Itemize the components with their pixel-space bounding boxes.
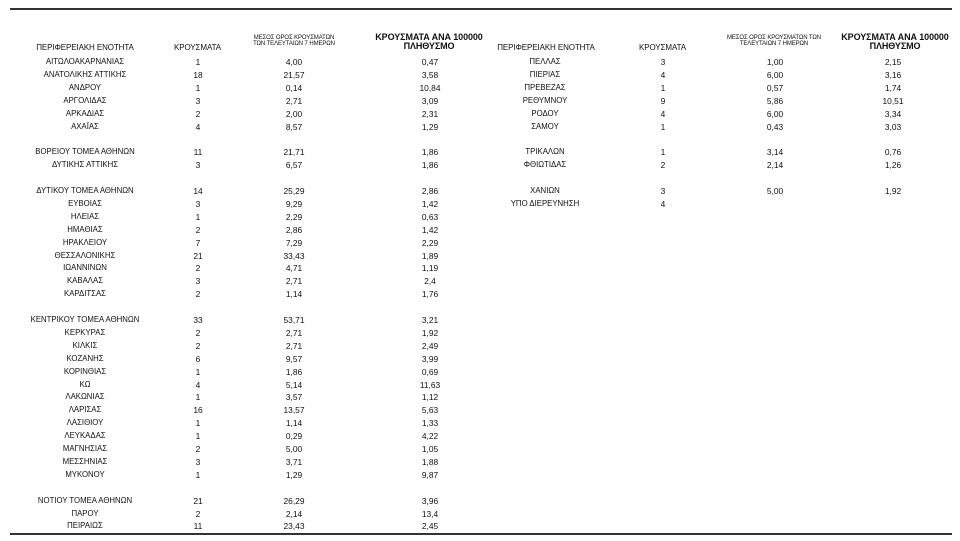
avg7-cell: 8,57 [285, 121, 303, 132]
region-cell: ΒΟΡΕΙΟΥ ΤΟΜΕΑ ΑΘΗΝΩΝ [35, 147, 135, 157]
cases-cell: 7 [195, 237, 201, 248]
avg7-cell: 26,29 [283, 495, 305, 506]
avg7-cell: 0,57 [766, 82, 784, 93]
left-header-cases: ΚΡΟΥΣΜΑΤΑ [173, 43, 222, 52]
per100k-cell: 11,63 [419, 379, 441, 390]
per100k-cell: 2,45 [421, 521, 439, 532]
region-cell: ΛΑΣΙΘΙΟΥ [66, 418, 104, 428]
per100k-cell: 3,96 [421, 495, 439, 506]
region-cell: ΝΟΤΙΟΥ ΤΟΜΕΑ ΑΘΗΝΩΝ [37, 495, 133, 505]
cases-cell: 3 [195, 276, 201, 287]
per100k-cell: 2,4 [424, 276, 436, 287]
avg7-cell: 3,14 [766, 147, 784, 158]
right-header-cases: ΚΡΟΥΣΜΑΤΑ [638, 43, 687, 52]
region-cell: ΜΕΣΣΗΝΙΑΣ [62, 456, 108, 466]
per100k-cell: 1,88 [421, 456, 439, 467]
avg7-cell: 2,14 [766, 160, 784, 171]
per100k-cell: 3,58 [421, 69, 439, 80]
per100k-cell: 1,33 [421, 418, 439, 429]
left-header-per100k: ΚΡΟΥΣΜΑΤΑ ΑΝΑ 100000 ΠΛΗΘΥΣΜΟ [375, 32, 483, 52]
avg7-cell: 7,29 [285, 237, 303, 248]
per100k-cell: 1,92 [884, 186, 902, 196]
avg7-cell [735, 133, 815, 145]
region-cell: ΑΝΔΡΟΥ [68, 82, 102, 92]
per100k-cell: 4,22 [421, 431, 439, 442]
avg7-cell: 5,86 [766, 95, 784, 106]
cases-cell: 33 [193, 315, 203, 325]
avg7-cell [254, 301, 334, 313]
per100k-cell: 2,86 [421, 186, 439, 196]
avg7-cell: 6,57 [285, 160, 303, 171]
cases-cell: 6 [195, 353, 201, 364]
cases-cell: 1 [660, 147, 666, 158]
top-rule [10, 8, 952, 10]
per100k-cell: 3,34 [884, 108, 902, 119]
cases-cell [635, 133, 691, 145]
avg7-cell: 53,71 [283, 315, 305, 325]
cases-cell: 2 [195, 444, 201, 454]
region-cell: ΚΟΖΑΝΗΣ [66, 353, 104, 363]
avg7-cell: 1,00 [766, 57, 784, 67]
region-cell: ΑΝΑΤΟΛΙΚΗΣ ΑΤΤΙΚΗΣ [43, 69, 127, 79]
region-cell: ΜΥΚΟΝΟΥ [65, 469, 105, 479]
per100k-cell [855, 198, 931, 210]
per100k-cell: 1,92 [421, 327, 439, 338]
cases-cell: 18 [193, 69, 203, 80]
cases-cell: 4 [660, 69, 666, 80]
cases-cell: 3 [195, 456, 201, 467]
per100k-cell: 1,05 [421, 444, 439, 454]
cases-cell: 3 [195, 160, 201, 171]
avg7-cell [254, 133, 334, 145]
per100k-cell [392, 133, 468, 145]
per100k-cell: 1,42 [421, 198, 439, 209]
avg7-cell: 3,57 [285, 392, 303, 403]
avg7-cell: 5,00 [285, 444, 303, 454]
per100k-cell: 10,84 [419, 82, 441, 93]
avg7-cell: 2,00 [285, 108, 303, 119]
avg7-cell: 23,43 [283, 521, 305, 532]
cases-cell: 1 [195, 469, 201, 480]
avg7-cell: 0,29 [285, 431, 303, 442]
region-cell: ΔΥΤΙΚΟΥ ΤΟΜΕΑ ΑΘΗΝΩΝ [36, 186, 134, 195]
cases-cell: 3 [195, 198, 201, 209]
cases-cell: 2 [195, 508, 201, 519]
cases-cell: 3 [660, 57, 666, 67]
cases-cell [170, 172, 226, 184]
cases-cell: 2 [195, 108, 201, 119]
per100k-cell [855, 133, 931, 145]
region-cell [10, 482, 160, 494]
cases-cell: 1 [195, 418, 201, 429]
avg7-cell: 2,71 [285, 340, 303, 351]
cases-cell: 11 [193, 521, 203, 532]
region-cell [10, 172, 160, 184]
per100k-cell: 1,74 [884, 82, 902, 93]
avg7-cell [735, 172, 815, 184]
region-cell: ΚΩ [79, 379, 91, 389]
region-cell: ΠΕΛΛΑΣ [529, 57, 561, 66]
right-header-per100k: ΚΡΟΥΣΜΑΤΑ ΑΝΑ 100000 ΠΛΗΘΥΣΜΟ [841, 32, 949, 52]
left-header-region: ΠΕΡΙΦΕΡΕΙΑΚΗ ΕΝΟΤΗΤΑ [36, 43, 134, 52]
cases-cell [170, 301, 226, 313]
avg7-cell: 0,43 [766, 121, 784, 132]
region-cell [470, 133, 620, 145]
cases-cell: 14 [193, 186, 203, 196]
per100k-cell [855, 172, 931, 184]
region-cell: ΡΟΔΟΥ [531, 108, 559, 118]
per100k-cell: 1,89 [421, 250, 439, 261]
region-cell: ΚΕΝΤΡΙΚΟΥ ΤΟΜΕΑ ΑΘΗΝΩΝ [30, 315, 140, 324]
region-cell: ΣΑΜΟΥ [531, 121, 559, 131]
cases-cell [635, 172, 691, 184]
per100k-cell: 3,21 [421, 315, 439, 325]
cases-cell: 1 [195, 431, 201, 442]
avg7-cell: 0,14 [285, 82, 303, 93]
region-cell: ΑΧΑΪΑΣ [71, 121, 99, 131]
region-cell: ΛΕΥΚΑΔΑΣ [64, 431, 106, 441]
per100k-cell [392, 482, 468, 494]
region-cell: ΚΙΛΚΙΣ [72, 340, 98, 350]
region-cell: ΛΑΡΙΣΑΣ [68, 405, 102, 415]
region-cell [470, 172, 620, 184]
avg7-cell: 6,00 [766, 69, 784, 80]
avg7-cell: 33,43 [283, 250, 305, 261]
per100k-cell: 1,29 [421, 121, 439, 132]
avg7-cell: 21,71 [283, 147, 305, 158]
right-header-avg7: ΜΕΣΟΣ ΟΡΟΣ ΚΡΟΥΣΜΑΤΩΝ ΤΩΝ ΤΕΛΕΥΤΑΙΩΝ 7 ΗΜΕΡΩΝ [726, 35, 822, 48]
region-cell: ΛΑΚΩΝΙΑΣ [65, 392, 105, 402]
region-cell: ΕΥΒΟΙΑΣ [68, 198, 102, 208]
cases-cell: 1 [195, 392, 201, 403]
avg7-cell [254, 482, 334, 494]
per100k-cell: 1,86 [421, 160, 439, 171]
region-cell: ΑΡΚΑΔΙΑΣ [65, 108, 105, 118]
avg7-cell: 1,86 [285, 366, 303, 377]
avg7-cell: 21,57 [283, 69, 305, 80]
region-cell: ΔΥΤΙΚΗΣ ΑΤΤΙΚΗΣ [51, 160, 119, 170]
cases-cell: 9 [660, 95, 666, 106]
avg7-cell: 1,14 [285, 418, 303, 429]
per100k-cell: 3,03 [884, 121, 902, 132]
avg7-cell: 13,57 [283, 405, 305, 416]
avg7-cell: 2,14 [285, 508, 303, 519]
cases-cell: 4 [660, 108, 666, 119]
per100k-cell: 2,31 [421, 108, 439, 119]
per100k-cell: 1,26 [884, 160, 902, 171]
avg7-cell [254, 172, 334, 184]
avg7-cell: 25,29 [283, 186, 305, 196]
per100k-cell: 1,42 [421, 224, 439, 235]
cases-cell: 2 [660, 160, 666, 171]
per100k-cell: 2,15 [884, 57, 902, 67]
per100k-cell: 13,4 [421, 508, 439, 519]
per100k-cell: 9,87 [421, 469, 439, 480]
cases-cell: 2 [195, 340, 201, 351]
per100k-cell [392, 301, 468, 313]
region-cell: ΗΡΑΚΛΕΙΟΥ [62, 237, 108, 247]
avg7-cell: 2,29 [285, 211, 303, 222]
bottom-rule [10, 533, 952, 535]
per100k-cell: 0,69 [421, 366, 439, 377]
avg7-cell: 4,71 [285, 263, 303, 274]
cases-cell: 1 [660, 82, 666, 93]
per100k-cell: 3,09 [421, 95, 439, 106]
cases-cell: 21 [193, 250, 203, 261]
region-cell: ΗΜΑΘΙΑΣ [67, 224, 103, 234]
per100k-cell: 0,76 [884, 147, 902, 158]
region-cell: ΑΡΓΟΛΙΔΑΣ [63, 95, 107, 105]
cases-cell: 2 [195, 289, 201, 300]
cases-cell: 1 [195, 366, 201, 377]
per100k-cell: 3,16 [884, 69, 902, 80]
region-cell: ΡΕΘΥΜΝΟΥ [522, 95, 568, 105]
cases-cell: 1 [195, 82, 201, 93]
per100k-cell: 2,29 [421, 237, 439, 248]
cases-cell: 2 [195, 263, 201, 274]
per100k-cell [392, 172, 468, 184]
cases-cell: 1 [195, 57, 201, 67]
cases-cell: 1 [660, 121, 666, 132]
region-cell: ΚΑΒΑΛΑΣ [66, 276, 104, 286]
per100k-cell: 1,12 [421, 392, 439, 403]
avg7-cell: 2,71 [285, 276, 303, 287]
region-cell: ΘΕΣΣΑΛΟΝΙΚΗΣ [54, 250, 116, 260]
per100k-cell: 1,76 [421, 289, 439, 300]
region-cell: ΚΑΡΔΙΤΣΑΣ [64, 289, 106, 299]
cases-cell: 4 [195, 379, 201, 390]
avg7-cell: 4,00 [285, 57, 303, 67]
avg7-cell: 6,00 [766, 108, 784, 119]
left-header-avg7: ΜΕΣΟΣ ΟΡΟΣ ΚΡΟΥΣΜΑΤΩΝ ΤΩΝ ΤΕΛΕΥΤΑΙΩΝ 7 ΗΜΕΡΩΝ [253, 35, 335, 48]
avg7-cell: 5,14 [285, 379, 303, 390]
cases-cell: 3 [660, 186, 666, 196]
cases-cell: 2 [195, 224, 201, 235]
region-cell: ΚΟΡΙΝΘΙΑΣ [63, 366, 107, 376]
region-cell: ΠΕΙΡΑΙΩΣ [67, 521, 103, 531]
region-cell: ΥΠΟ ΔΙΕΡΕΥΝΗΣΗ [510, 198, 580, 208]
region-cell: ΙΩΑΝΝΙΝΩΝ [63, 263, 107, 273]
cases-cell: 16 [193, 405, 203, 416]
region-cell [10, 133, 160, 145]
cases-cell: 1 [195, 211, 201, 222]
avg7-cell: 9,29 [285, 198, 303, 209]
region-cell: ΜΑΓΝΗΣΙΑΣ [62, 444, 108, 453]
avg7-cell: 1,14 [285, 289, 303, 300]
region-cell: ΠΙΕΡΙΑΣ [529, 69, 561, 79]
region-cell: ΠΑΡΟΥ [71, 508, 99, 518]
region-cell: ΧΑΝΙΩΝ [530, 186, 560, 195]
region-cell: ΠΡΕΒΕΖΑΣ [524, 82, 566, 92]
avg7-cell: 1,29 [285, 469, 303, 480]
cases-cell: 11 [193, 147, 203, 158]
right-header-region: ΠΕΡΙΦΕΡΕΙΑΚΗ ΕΝΟΤΗΤΑ [497, 43, 595, 52]
cases-cell: 4 [195, 121, 201, 132]
per100k-cell: 3,99 [421, 353, 439, 364]
per100k-cell: 0,47 [421, 57, 439, 67]
per100k-cell: 1,86 [421, 147, 439, 158]
per100k-cell: 1,19 [421, 263, 439, 274]
per100k-cell: 0,63 [421, 211, 439, 222]
avg7-cell: 2,71 [285, 327, 303, 338]
per100k-cell: 10,51 [882, 95, 904, 106]
avg7-cell: 2,86 [285, 224, 303, 235]
per100k-cell: 2,49 [421, 340, 439, 351]
avg7-cell: 2,71 [285, 95, 303, 106]
region-cell: ΦΘΙΩΤΙΔΑΣ [523, 160, 567, 170]
region-cell: ΗΛΕΙΑΣ [70, 211, 100, 221]
avg7-cell: 9,57 [285, 353, 303, 364]
cases-cell [170, 133, 226, 145]
avg7-cell: 3,71 [285, 456, 303, 467]
cases-cell: 4 [660, 198, 666, 209]
cases-cell: 2 [195, 327, 201, 338]
per100k-cell: 5,63 [421, 405, 439, 416]
cases-cell: 3 [195, 95, 201, 106]
avg7-cell [735, 198, 815, 210]
cases-cell [170, 482, 226, 494]
cases-cell: 21 [193, 495, 203, 506]
region-cell: ΤΡΙΚΑΛΩΝ [525, 147, 565, 157]
region-cell [10, 301, 160, 313]
avg7-cell: 5,00 [766, 186, 784, 196]
region-cell: ΚΕΡΚΥΡΑΣ [64, 327, 106, 337]
region-cell: ΑΙΤΩΛΟΑΚΑΡΝΑΝΙΑΣ [45, 57, 125, 66]
